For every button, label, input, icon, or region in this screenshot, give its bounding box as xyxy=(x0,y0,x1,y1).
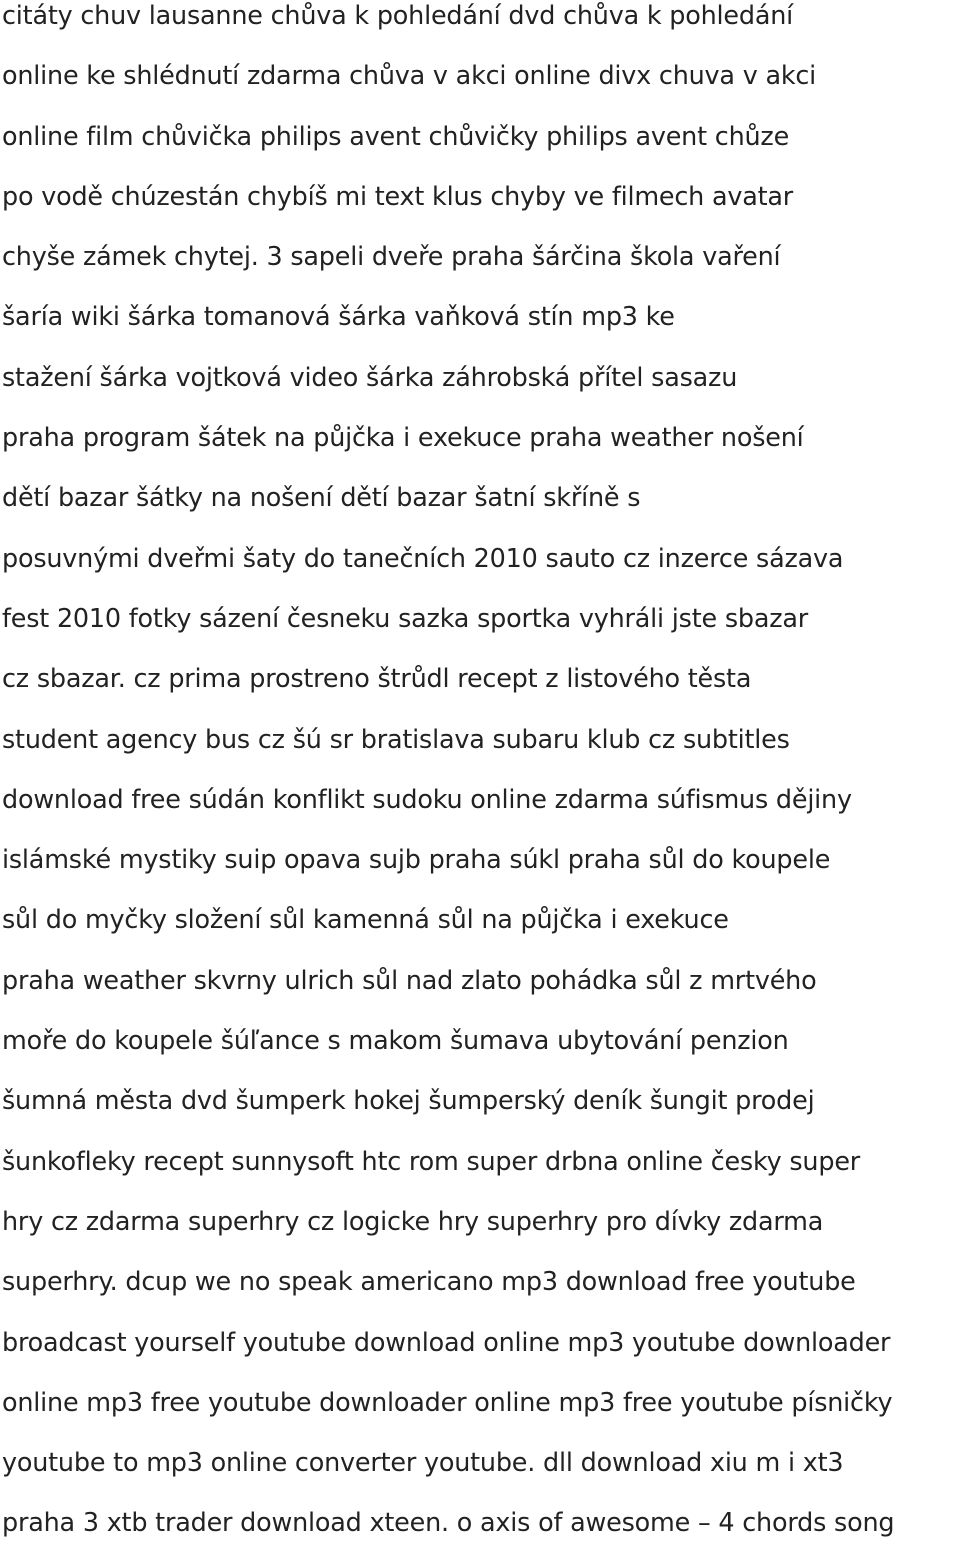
text-line: praha 3 xtb trader download xteen. o axis of awesome – 4 chords song xyxy=(2,1508,895,1539)
text-line: posuvnými dveřmi šaty do tanečních 2010 sauto cz inzerce sázava xyxy=(2,543,844,574)
text-line: chyše zámek chytej. 3 sapeli dveře praha šárčina škola vaření xyxy=(2,242,781,273)
text-line: online film chůvička philips avent chůvičky philips avent chůze xyxy=(2,121,790,152)
text-line: superhry. dcup we no speak americano mp3 download free youtube xyxy=(2,1267,856,1298)
text-line: download free súdán konflikt sudoku online zdarma súfismus dějiny xyxy=(2,784,852,815)
text-line: islámské mystiky suip opava sujb praha súkl praha sůl do koupele xyxy=(2,845,831,876)
text-line: šumná města dvd šumperk hokej šumperský deník šungit prodej xyxy=(2,1086,815,1117)
text-line: online mp3 free youtube downloader online mp3 free youtube písničky xyxy=(2,1387,893,1418)
text-line: sůl do myčky složení sůl kamenná sůl na půjčka i exekuce xyxy=(2,905,729,936)
text-line: po vodě chúzestán chybíš mi text klus chyby ve filmech avatar xyxy=(2,181,794,212)
text-line: fest 2010 fotky sázení česneku sazka sportka vyhráli jste sbazar xyxy=(2,603,809,634)
text-line: šaría wiki šárka tomanová šárka vaňková stín mp3 ke xyxy=(2,302,675,333)
text-line: broadcast yourself youtube download online mp3 youtube downloader xyxy=(2,1327,891,1358)
text-line: dětí bazar šátky na nošení dětí bazar šatní skříně s xyxy=(2,483,641,514)
text-line: youtube to mp3 online converter youtube. dll download xiu m i xt3 xyxy=(2,1448,844,1479)
text-line: šunkofleky recept sunnysoft htc rom super drbna online česky super xyxy=(2,1146,861,1177)
text-line: online ke shlédnutí zdarma chůva v akci online divx chuva v akci xyxy=(2,61,817,92)
text-line: hry cz zdarma superhry cz logicke hry superhry pro dívky zdarma xyxy=(2,1206,824,1237)
text-line: praha weather skvrny ulrich sůl nad zlato pohádka sůl z mrtvého xyxy=(2,965,817,996)
text-line: stažení šárka vojtková video šárka záhrobská přítel sasazu xyxy=(2,362,738,393)
text-line: cz sbazar. cz prima prostreno štrůdl recept z listového těsta xyxy=(2,664,752,695)
text-line: student agency bus cz šú sr bratislava subaru klub cz subtitles xyxy=(2,724,790,755)
text-line: citáty chuv lausanne chůva k pohledání dvd chůva k pohledání xyxy=(2,1,794,31)
text-line: moře do koupele šúľance s makom šumava ubytování penzion xyxy=(2,1026,789,1057)
text-line: praha program šátek na půjčka i exekuce praha weather nošení xyxy=(2,423,804,454)
document-text xyxy=(2,0,960,1554)
